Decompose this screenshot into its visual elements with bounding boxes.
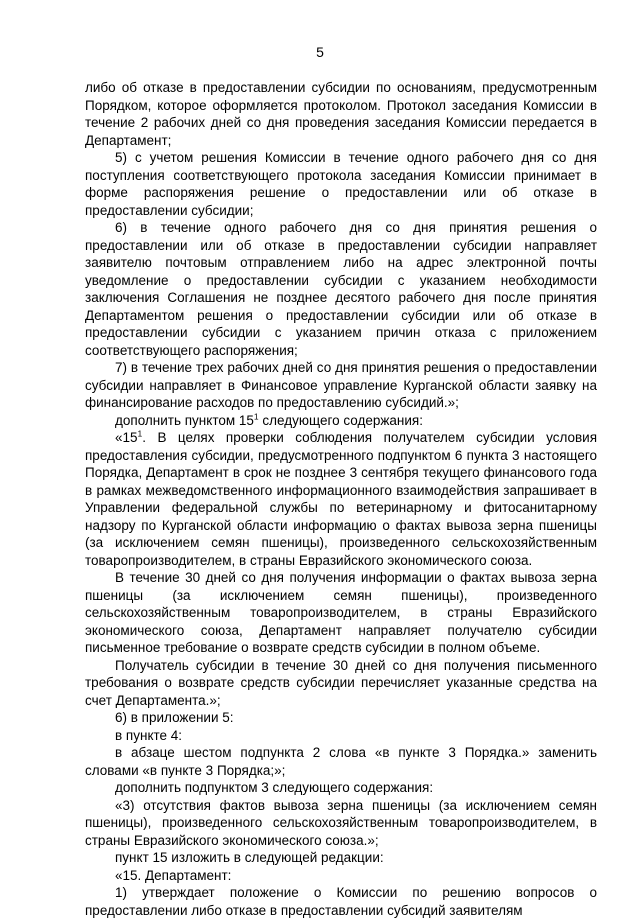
paragraph: [85, 429, 597, 569]
paragraph: [85, 412, 597, 430]
paragraph-text: «15: [115, 430, 138, 445]
superscript: 1: [137, 428, 143, 439]
paragraph: 5) с учетом решения Комиссии в течение одного рабочего дня со дня поступления соответствующего протокола заседания Комиссии принимает в форме распоряжения решение о предоставлении или об отказе в предоставлении субсидии;: [85, 150, 597, 218]
paragraph: 6) в течение одного рабочего дня со дня принятия решения о предоставлении или об отказе в предоставлении субсидии направляет заявителю почтовым отправлением либо на адрес электронной почты уведомление о предоставлении субсидии с указанием необходимости заключения Соглашения не позднее десятого рабочего дня после принятия Департаментом решения о предоставлении субсидии или об отказе в предоставлении субсидии с указанием причин отказа с приложением соответствующего распоряжения;: [85, 220, 597, 358]
paragraph-text: следующего содержания:: [258, 412, 423, 428]
superscript: 1: [253, 411, 259, 421]
paragraph: В течение 30 дней со дня получения информации о фактах вывоза зерна пшеницы (за исключением семян пшеницы), произведенного сельскохозяйственным товаропроизводителем, в страны Евразийского экономического союза, Департамент направляет получателю субсидии письменное требование о возврате средств субсидии в полном объеме.: [85, 570, 597, 655]
paragraph-text: . В целях проверки соблюдения получателем субсидии условия предоставления субсидии, предусмотренного подпунктом 6 пункта 3 настоящего Порядка, Департамент в срок не позднее 3 сентября текущего финансового года в рамках межведомственного информационного взаимодействия запрашивает в Управлении федеральной службы по ветеринарному и фитосанитарному надзору по Курганской области информацию о фактах вывоза зерна пшеницы (за исключением семян пшеницы), произведенного сельскохозяйственным товаропроизводителем, в страны Евразийского экономического союза.: [85, 430, 597, 568]
paragraph: Получатель субсидии в течение 30 дней со дня получения письменного требования о возврате средств субсидии перечисляет указанные средства на счет Департамента.»;: [85, 657, 597, 708]
page-number: 5: [316, 44, 324, 60]
paragraph: 1) утверждает положение о Комиссии по решению вопросов о предоставлении либо отказе в предоставлении субсидий заявителям: [85, 885, 597, 918]
paragraph: «15. Департамент:: [115, 867, 232, 883]
paragraph: в пункте 4:: [115, 727, 183, 743]
paragraph: либо об отказе в предоставлении субсидии по основаниям, предусмотренным Порядком, которое оформляется протоколом. Протокол заседания Комиссии в течение 2 рабочих дней со дня проведения заседания Комиссии передается в Департамент;: [85, 80, 597, 148]
paragraph: 7) в течение трех рабочих дней со дня принятия решения о предоставлении субсидии направляет в Финансовое управление Курганской области заявку на финансирование расходов по предоставлению субсидий.»;: [85, 360, 597, 410]
document-body: [85, 79, 597, 919]
paragraph: пункт 15 изложить в следующей редакции:: [115, 850, 384, 865]
paragraph: дополнить подпунктом 3 следующего содержания:: [115, 780, 434, 795]
paragraph: 6) в приложении 5:: [115, 710, 234, 725]
paragraph: в абзаце шестом подпункта 2 слова «в пункте 3 Порядка.» заменить словами «в пункте 3 Порядка;»;: [85, 745, 597, 778]
paragraph: «3) отсутствия фактов вывоза зерна пшеницы (за исключением семян пшеницы), произведенного сельскохозяйственным товаропроизводителем, в страны Евразийского экономического союза.»;: [85, 797, 597, 848]
paragraph-text: дополнить пунктом 15: [115, 412, 254, 428]
